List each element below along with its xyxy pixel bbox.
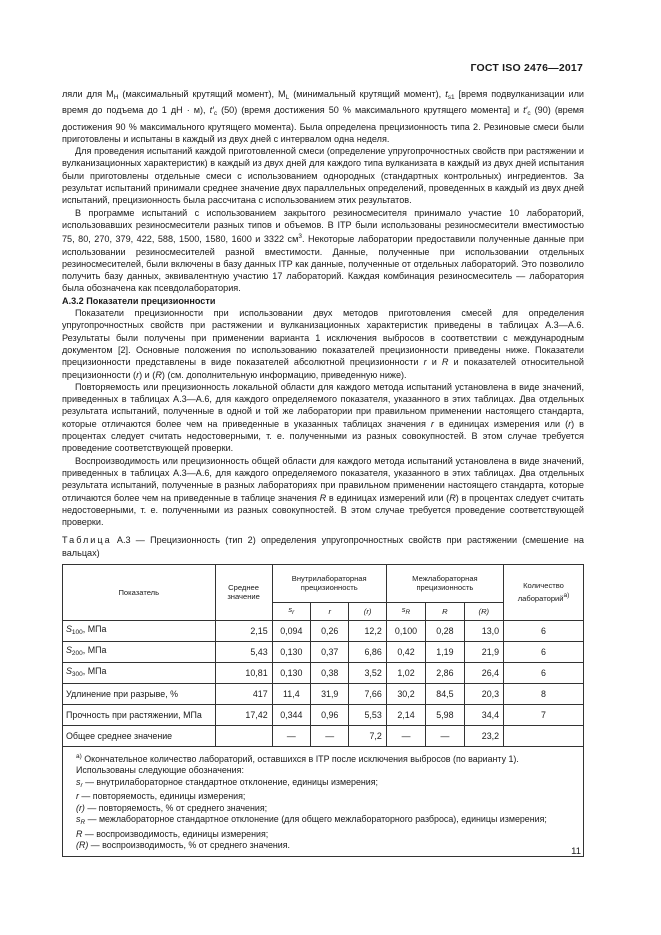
paragraph-3: В программе испытаний с использованием закрытого резиносмесителя принимало участие 10 лабораторий, использовавших резиносмесители разных типов и объемов. В ITP были использованы резиносмесители вместимостью 75, 80, 270, 379, 422, 588, 1500, 1580, 1600 и 3322 $см^3$. Некоторые лаборатории предоставили полученные данные при использовании резиносмесителей разной вместимости. Данные, полученные при использовании отдельных резиносмесителей, были включены в базу данных ITP как данные, полученные от отдельных лабораторий. Это позволило получить базу данных, эквивалентную участию 17 лабораторий. Каждая комбинация резиносмеситель — лаборатория была обозначена как псевдолаборатория. [62,207,584,294]
note-r-rel: (r) — повторяемость, % от среднего значения; [76,802,268,813]
cell-R-rel: 23,2 [464,725,503,746]
col-header-sr: $s_r$ [272,602,310,620]
cell-r: 0,96 [311,704,349,725]
cell-r: — [311,725,349,746]
cell-sR: 0,100 [386,620,425,641]
note-sR: $s_R$ — межлабораторное стандартное отклонение (для общего межлабораторного разброса), единицы измерения; [76,814,547,827]
cell-labs: 8 [504,683,584,704]
col-header-r: r [311,602,349,620]
cell-sr: 0,094 [272,620,310,641]
cell-sr: 11,4 [272,683,310,704]
cell-labs: 6 [504,662,584,683]
cell-sR: 1,02 [386,662,425,683]
cell-mean [215,725,272,746]
cell-R: 5,98 [426,704,464,725]
section-heading: А.3.2 Показатели прецизионности [62,295,216,306]
cell-r-rel: 6,86 [349,641,386,662]
cell-R: — [426,725,464,746]
col-header-mean: Среднее значение [215,564,272,620]
cell-r: 31,9 [311,683,349,704]
cell-r: 0,37 [311,641,349,662]
table-row [63,704,584,725]
col-header-count: Количество лабораторий$^{а)}$ [504,564,584,620]
paragraph-4: Показатели прецизионности при использовании двух методов приготовления смесей для определения упругопрочностных свойств при растяжении и вулканизационных характеристик приведены в таблицах А.3—А.6. Результаты были получены при применении варианта 1 исключения выбросов в соответствии с международным документом [2]. Основные положения по использованию показателей прецизионности приведены ниже. Показатели прецизионности представлены в виде показателей абсолютной прецизионности r и R и показателей относительной прецизионности (r) и (R) (см. дополнительную информацию, приведенную ниже). [62,308,584,380]
cell-r-rel: 7,2 [349,725,386,746]
note-legend-intro: Использованы следующие обозначения: [76,765,244,776]
cell-R-rel: 26,4 [464,662,503,683]
col-header-within: Внутрилабораторная прецизионность [272,564,386,602]
cell-sR: — [386,725,425,746]
table-row [63,641,584,662]
cell-sr: 0,130 [272,641,310,662]
row-label: Удлинение при разрыве, % [63,683,216,704]
cell-R-rel: 20,3 [464,683,503,704]
cell-r: 0,38 [311,662,349,683]
table-row [63,725,584,746]
page-number: 11 [571,846,581,857]
cell-sR: 0,42 [386,641,425,662]
table-notes [63,746,584,856]
cell-r-rel: 3,52 [349,662,386,683]
paragraph-5: Повторяемость или прецизионность локальной области для каждого метода испытаний установлена в виде значений, приведенных в таблицах А.3—А.6, для каждого определяемого показателя, указанного в этих таблицах. Два отдельных результата испытаний, полученные в одной и той же лаборатории при правильном применении настоящего стандарта, которые отличаются более чем на приведенные в указанных таблицах значения r в единицах измерения или (r) в процентах следует считать недостоверными, т. е. полученными из разных совокупностей. В этом случае требуется проведение соответствующей проверки. [62,381,584,454]
row-label: Общее среднее значение [63,725,216,746]
cell-mean: 17,42 [215,704,272,725]
cell-mean: 2,15 [215,620,272,641]
col-header-sR: $s_R$ [386,602,425,620]
paragraph-1: ляли для $M_H$ (максимальный крутящий момент), $M_L$ (минимальный крутящий момент), $t_{s1}$ [время подвулканизации или время до подъема до 1 дН · м), $t'_c$ (50) (время достижения 50 % максимального крутящего момента] и $t'_c$ (90) (время достижения 90 % максимального крутящего момента). Была определена прецизионность типа 2. Резиновые смеси были приготовлены и испытаны в каждый из двух дней с интервалом одна неделя. [62,89,585,144]
table-row [63,662,584,683]
paragraph-6: Воспроизводимость или прецизионность общей области для каждого метода испытаний установлена в виде значений, приведенных в таблицах А.3—А.6, для каждого определяемого показателя, указанного в этих таблицах. Два отдельных результата испытаний, полученные в разных лабораториях при правильном применении настоящего стандарта, которые отличаются более чем на приведенные в таблице значения R в единицах измерений или (R) в процентах следует считать недостоверными, т. е. полученными из разных совокупностей. В этом случае требуется проведение соответствующей проверки. [62,455,584,528]
note-r: r — повторяемость, единицы измерения; [76,791,246,802]
cell-sR: 30,2 [386,683,425,704]
note-footnote: $^{а)}$ Окончательное количество лабораторий, оставшихся в ITP после исключения выбросов (по варианту 1). [76,752,519,764]
cell-labs: 6 [504,620,584,641]
note-sr: $s_r$ — внутрилабораторное стандартное отклонение, единицы измерения; [76,776,379,789]
col-header-R-rel: (R) [464,602,503,620]
col-header-between: Межлабораторная прецизионность [386,564,503,602]
cell-labs: 7 [504,704,584,725]
table-caption: Таблица А.3 — Прецизионность (тип 2) определения упругопрочностных свойств при растяжении (смешение на вальцах) [62,535,584,558]
cell-mean: 5,43 [215,641,272,662]
cell-R-rel: 13,0 [464,620,503,641]
col-header-R: R [426,602,464,620]
cell-R: 1,19 [426,641,464,662]
cell-labs [504,725,584,746]
standard-header: ГОСТ ISO 2476—2017 [470,62,583,74]
paragraph-2: Для проведения испытаний каждой приготовленной смеси (определение упругопрочностных свойств при растяжении и вулканизационных характеристик) в каждый из двух дней для каждого типа вулканизата в каждый из двух дней испытания были приготовлены отдельные смеси с использованием однородных (стандартных контрольных) ингредиентов. За результат испытаний принимали среднее значение двух параллельных определений, проведенных в каждый из двух дней испытаний, прецизионность была рассчитана с использованием этих результатов. [62,146,584,206]
cell-mean: 417 [215,683,272,704]
cell-sr: — [272,725,310,746]
cell-R-rel: 34,4 [464,704,503,725]
precision-table [62,564,584,857]
cell-r-rel: 7,66 [349,683,386,704]
cell-labs: 6 [504,641,584,662]
table-row [63,620,584,641]
cell-r-rel: 5,53 [349,704,386,725]
document-body [62,88,584,857]
cell-r: 0,26 [311,620,349,641]
cell-sR: 2,14 [386,704,425,725]
cell-r-rel: 12,2 [349,620,386,641]
row-label: $S_{100}$, МПа [63,620,216,641]
col-header-r-rel: (r) [349,602,386,620]
row-label: Прочность при растяжении, МПа [63,704,216,725]
table-row [63,683,584,704]
row-label: $S_{300}$, МПа [63,662,216,683]
note-R: R — воспроизводимость, единицы измерения; [76,828,269,839]
col-header-param: Показатель [63,564,216,620]
cell-mean: 10,81 [215,662,272,683]
row-label: $S_{200}$, МПа [63,641,216,662]
note-R-rel: (R) — воспроизводимость, % от среднего значения. [76,840,291,851]
cell-R-rel: 21,9 [464,641,503,662]
cell-sr: 0,130 [272,662,310,683]
cell-R: 0,28 [426,620,464,641]
cell-R: 2,86 [426,662,464,683]
cell-R: 84,5 [426,683,464,704]
cell-sr: 0,344 [272,704,310,725]
